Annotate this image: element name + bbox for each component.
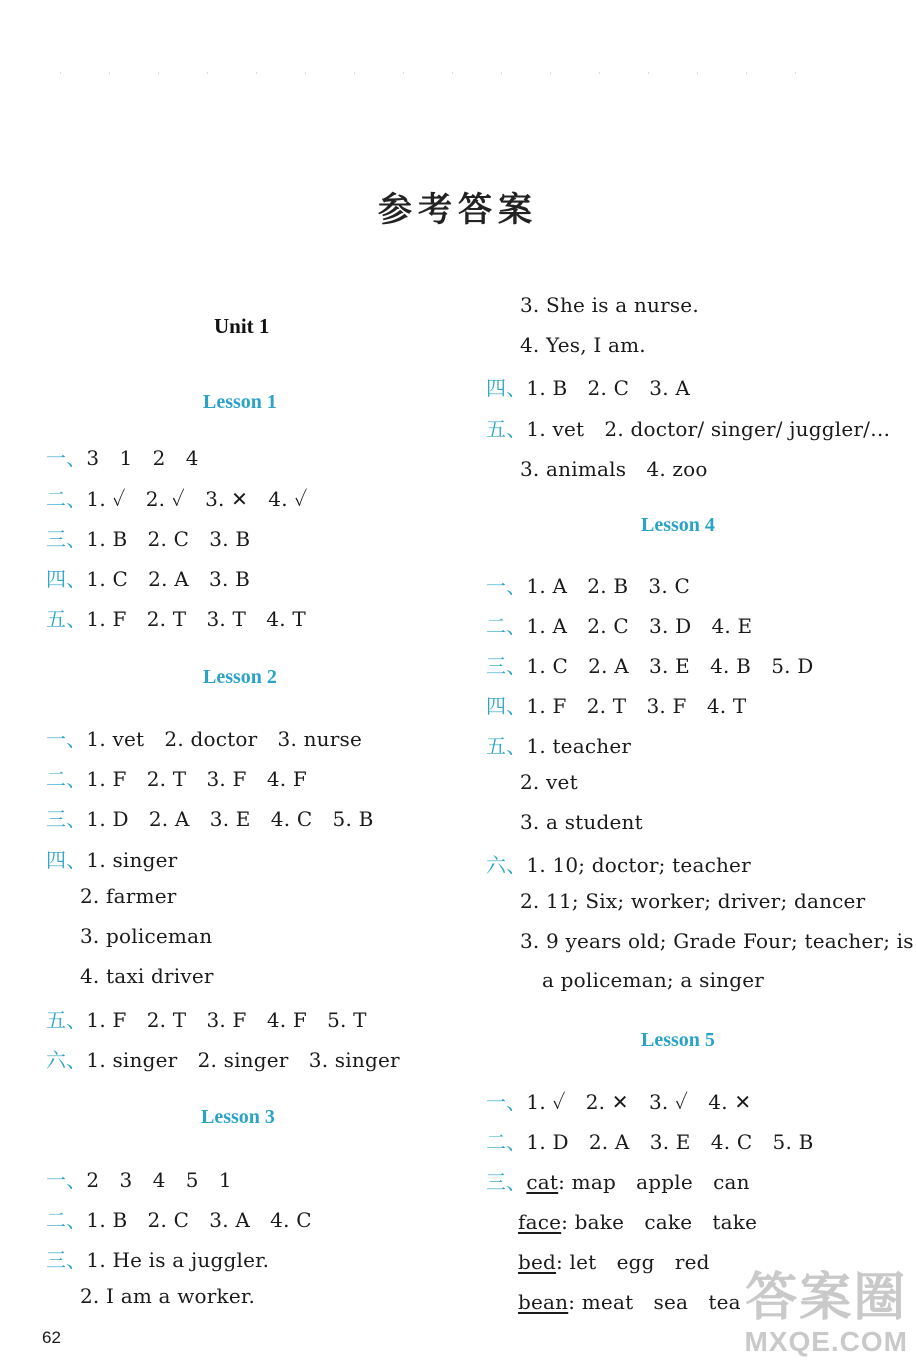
phonics-row: face: bake cake take bbox=[518, 1210, 758, 1234]
phonics-row: 三、cat: map apple can bbox=[486, 1170, 750, 1194]
answer-line: 四、1. singer bbox=[46, 848, 178, 872]
answer-line: a policeman; a singer bbox=[542, 968, 765, 992]
answer-line: 二、1. F 2. T 3. F 4. F bbox=[46, 767, 307, 791]
answer-line: 二、1. B 2. C 3. A 4. C bbox=[46, 1208, 312, 1232]
answer-line: 2. 11; Six; worker; driver; dancer bbox=[520, 889, 866, 913]
scan-dots bbox=[60, 70, 820, 76]
site-watermark: 答案圈 MXQE.COM bbox=[744, 1269, 908, 1357]
answer-line: 四、1. C 2. A 3. B bbox=[46, 567, 250, 591]
answer-line: 一、3 1 2 4 bbox=[46, 446, 199, 470]
answer-line: 五、1. F 2. T 3. F 4. F 5. T bbox=[46, 1008, 367, 1032]
answer-line: 六、1. singer 2. singer 3. singer bbox=[46, 1048, 400, 1072]
answer-line: 四、1. F 2. T 3. F 4. T bbox=[486, 694, 747, 718]
answer-line: 4. taxi driver bbox=[80, 964, 214, 988]
answer-line: 2. vet bbox=[520, 770, 578, 794]
answer-line: 一、1. ✓ 2. ✕ 3. ✓ 4. ✕ bbox=[486, 1090, 752, 1114]
answer-line: 2. I am a worker. bbox=[80, 1284, 256, 1308]
answer-line: 3. animals 4. zoo bbox=[520, 457, 708, 481]
answer-line: 一、2 3 4 5 1 bbox=[46, 1168, 232, 1192]
answer-line: 3. 9 years old; Grade Four; teacher; is bbox=[520, 929, 914, 953]
answer-line: 3. She is a nurse. bbox=[520, 293, 699, 317]
answer-line: 四、1. B 2. C 3. A bbox=[486, 376, 690, 400]
answer-line: 六、1. 10; doctor; teacher bbox=[486, 853, 751, 877]
answer-line: 二、1. ✓ 2. ✓ 3. ✕ 4. ✓ bbox=[46, 487, 308, 511]
lesson-1-heading: Lesson 1 bbox=[203, 391, 277, 413]
answer-line: 二、1. D 2. A 3. E 4. C 5. B bbox=[486, 1130, 814, 1154]
answer-line: 二、1. A 2. C 3. D 4. E bbox=[486, 614, 753, 638]
phonics-key-word: bean bbox=[518, 1290, 569, 1314]
lesson-3-heading: Lesson 3 bbox=[201, 1106, 275, 1128]
answer-line: 五、1. vet 2. doctor/ singer/ juggler/… bbox=[486, 417, 891, 441]
phonics-key-word: cat bbox=[526, 1170, 559, 1194]
answer-line: 一、1. A 2. B 3. C bbox=[486, 574, 690, 598]
unit-heading: Unit 1 bbox=[214, 314, 270, 338]
phonics-key-word: face bbox=[518, 1210, 562, 1234]
answer-line: 4. Yes, I am. bbox=[520, 333, 646, 357]
phonics-key-word: bed bbox=[518, 1250, 557, 1274]
answer-line: 三、1. He is a juggler. bbox=[46, 1248, 270, 1272]
phonics-row: bed: let egg red bbox=[518, 1250, 710, 1274]
lesson-2-heading: Lesson 2 bbox=[203, 666, 277, 688]
answer-line: 一、1. vet 2. doctor 3. nurse bbox=[46, 727, 363, 751]
answer-line: 三、1. B 2. C 3. B bbox=[46, 527, 251, 551]
answer-line: 五、1. F 2. T 3. T 4. T bbox=[46, 607, 306, 631]
lesson-5-heading: Lesson 5 bbox=[641, 1029, 715, 1051]
answer-line: 2. farmer bbox=[80, 884, 177, 908]
answer-line: 3. a student bbox=[520, 810, 643, 834]
answer-line: 3. policeman bbox=[80, 924, 213, 948]
lesson-4-heading: Lesson 4 bbox=[641, 514, 715, 536]
page-number: 62 bbox=[42, 1328, 61, 1347]
page-title: 参考答案 bbox=[378, 190, 538, 230]
answer-line: 三、1. C 2. A 3. E 4. B 5. D bbox=[486, 654, 814, 678]
phonics-row: bean: meat sea tea bbox=[518, 1290, 741, 1314]
answer-line: 五、1. teacher bbox=[486, 734, 632, 758]
answer-line: 三、1. D 2. A 3. E 4. C 5. B bbox=[46, 807, 374, 831]
